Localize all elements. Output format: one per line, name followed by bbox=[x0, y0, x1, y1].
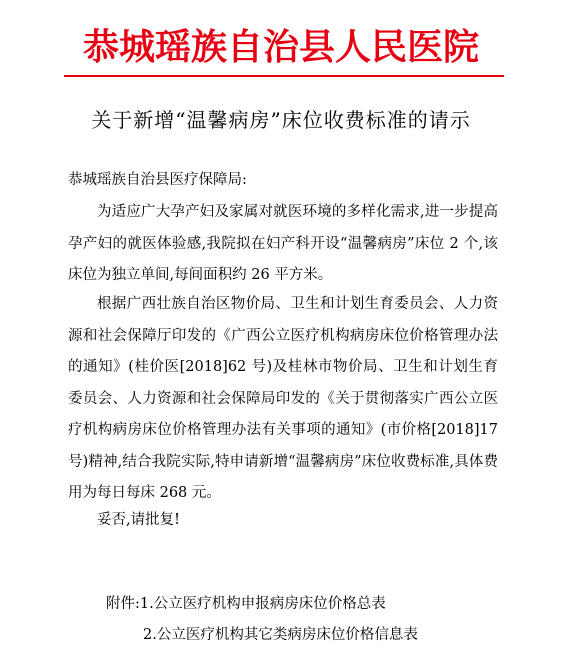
document-title: 关于新增“温馨病房”床位收费标准的请示 bbox=[91, 108, 471, 132]
org-header-title: 恭城瑶族自治县人民医院 bbox=[82, 27, 479, 68]
header-red-rule bbox=[64, 75, 504, 77]
body-paragraph-1: 为适应广大孕产妇及家属对就医环境的多样化需求,进一步提高孕产妇的就医体验感,我院拟在妇产科开设“温馨病房”床位 2 个,该床位为独立单间,每间面积约 26 平方米。 bbox=[68, 204, 498, 283]
addressee-line: 恭城瑶族自治县医疗保障局: bbox=[68, 172, 247, 188]
body-paragraph-3: 妥否,请批复! bbox=[97, 512, 180, 528]
body-paragraph-2: 根据广西壮族自治区物价局、卫生和计划生育委员会、人力资源和社会保障厅印发的《广西公立医疗机构病房床位价格管理办法的通知》(桂价医[2018]62 号)及桂林市物价局、卫生和计划生育委员会、人力资源和社会保障局印发的《关于贯彻落实广西公立医疗机构病房床位价格管理办法有关事项的通知》(市价格[2018]17 号)精神,结合我院实际,特申请新增“温馨病房”床位收费标准,具体费用为每日每床 268 元。 bbox=[68, 296, 498, 501]
attachment-item-1: 附件:1.公立医疗机构申报病房床位价格总表 bbox=[106, 596, 386, 612]
attachment-item-2: 2.公立医疗机构其它类病房床位价格信息表 bbox=[143, 627, 418, 643]
